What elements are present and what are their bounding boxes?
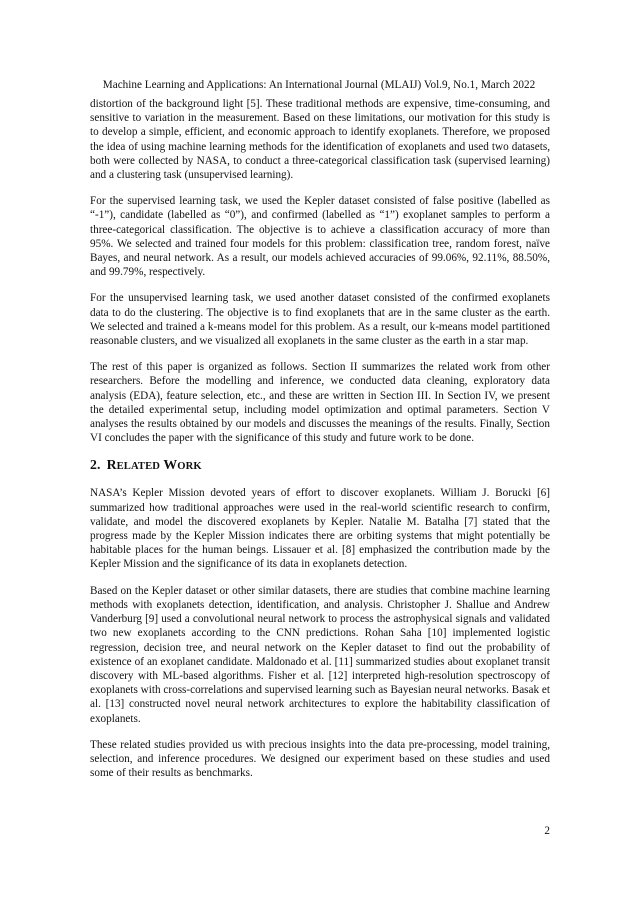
intro-paragraph-3: For the unsupervised learning task, we used another dataset consisted of the confirmed exoplanets data to do the clustering. The objective is to find exoplanets that are in the same cluster as the earth. We selected and trained a k-means model for this problem. As a result, our k-means model partitioned reasonable clusters, and we visualized all exoplanets in the same cluster as the earth in a star map.	[90, 292, 550, 348]
section-title-initial-1: R	[106, 457, 117, 473]
section-title-rest-1: ELATED	[116, 461, 161, 473]
intro-paragraph-2: For the supervised learning task, we used the Kepler dataset consisted of false positive (labelled as “-1”), candidate (labelled as “0”), and confirmed (labelled as “1”) exoplanet samples to perform a three-categorical classification. The objective is to achieve a classification accuracy of more than 95%. We selected and trained four models for this problem: classification tree, random forest, naïve Bayes, and neural network. As a result, our models achieved accuracies of 99.06%, 92.11%, 88.50%, and 99.79%, respectively.	[90, 195, 550, 279]
journal-header: Machine Learning and Applications: An International Journal (MLAIJ) Vol.9, No.1, March 2022	[102, 79, 536, 91]
section-title-initial-2: W	[163, 457, 178, 473]
page-number: 2	[544, 825, 550, 837]
section-number: 2.	[90, 457, 101, 473]
intro-paragraph-4: The rest of this paper is organized as follows. Section II summarizes the related work from other researchers. Before the modelling and inference, we conducted data cleaning, exploratory data analysis (EDA), feature selection, etc., and these are written in Section III. In Section IV, we present the detailed experimental setup, including model optimization and optimal parameters. Section V analyses the results obtained by our models and discusses the meanings of the results. Finally, Section VI concludes the paper with the significance of this study and future work to be done.	[90, 361, 550, 445]
related-paragraph-2: Based on the Kepler dataset or other similar datasets, there are studies that combine machine learning methods with exoplanets detection, identification, and analysis. Christopher J. Shallue and Andrew Vanderburg [9] used a convolutional neural network to process the astrophysical signals and validated two new exoplanets according to the CNN predictions. Rohan Saha [10] implemented logistic regression, decision tree, and neural network on the Kepler dataset to find out the probability of existence of an exoplanet candidate. Maldonado et al. [11] summarized studies about exoplanet transit discovery with ML-based algorithms. Fisher et al. [12] interpreted high-resolution spectroscopy of exoplanets with cross-correlations and supervised learning such as Bayesian neural networks. Basak et al. [13] constructed novel neural network architectures to explore the habitability classification of exoplanets.	[90, 584, 550, 725]
related-paragraph-1: NASA’s Kepler Mission devoted years of effort to discover exoplanets. William J. Borucki [6] summarized how traditional approaches were used in the real-world scientific research to confirm, validate, and model the discovered exoplanets by Kepler. Natalie M. Batalha [7] stated that the progress made by the Kepler Mission indicates there are orbiting systems that might potentially be habitable places for the human beings. Lissauer et al. [8] emphasized the contribution made by the Kepler Mission and the significance of its data in exoplanets detection.	[90, 487, 550, 571]
page-body	[90, 97, 550, 792]
intro-paragraph-1: distortion of the background light [5]. These traditional methods are expensive, time-consuming, and sensitive to variation in the measurement. Based on these limitations, our motivation for this study is to develop a simple, efficient, and economic approach to identify exoplanets. Therefore, we proposed the idea of using machine learning methods for the identification of exoplanets and used two datasets, both were collected by NASA, to conduct a three-categorical classification task (supervised learning) and a clustering task (unsupervised learning).	[90, 98, 550, 182]
related-paragraph-3: These related studies provided us with precious insights into the data pre-processing, model training, selection, and inference procedures. We designed our experiment based on these studies and used some of their results as benchmarks.	[90, 738, 550, 780]
section-title-rest-2: ORK	[177, 461, 202, 473]
section-heading-related-work	[90, 457, 550, 475]
